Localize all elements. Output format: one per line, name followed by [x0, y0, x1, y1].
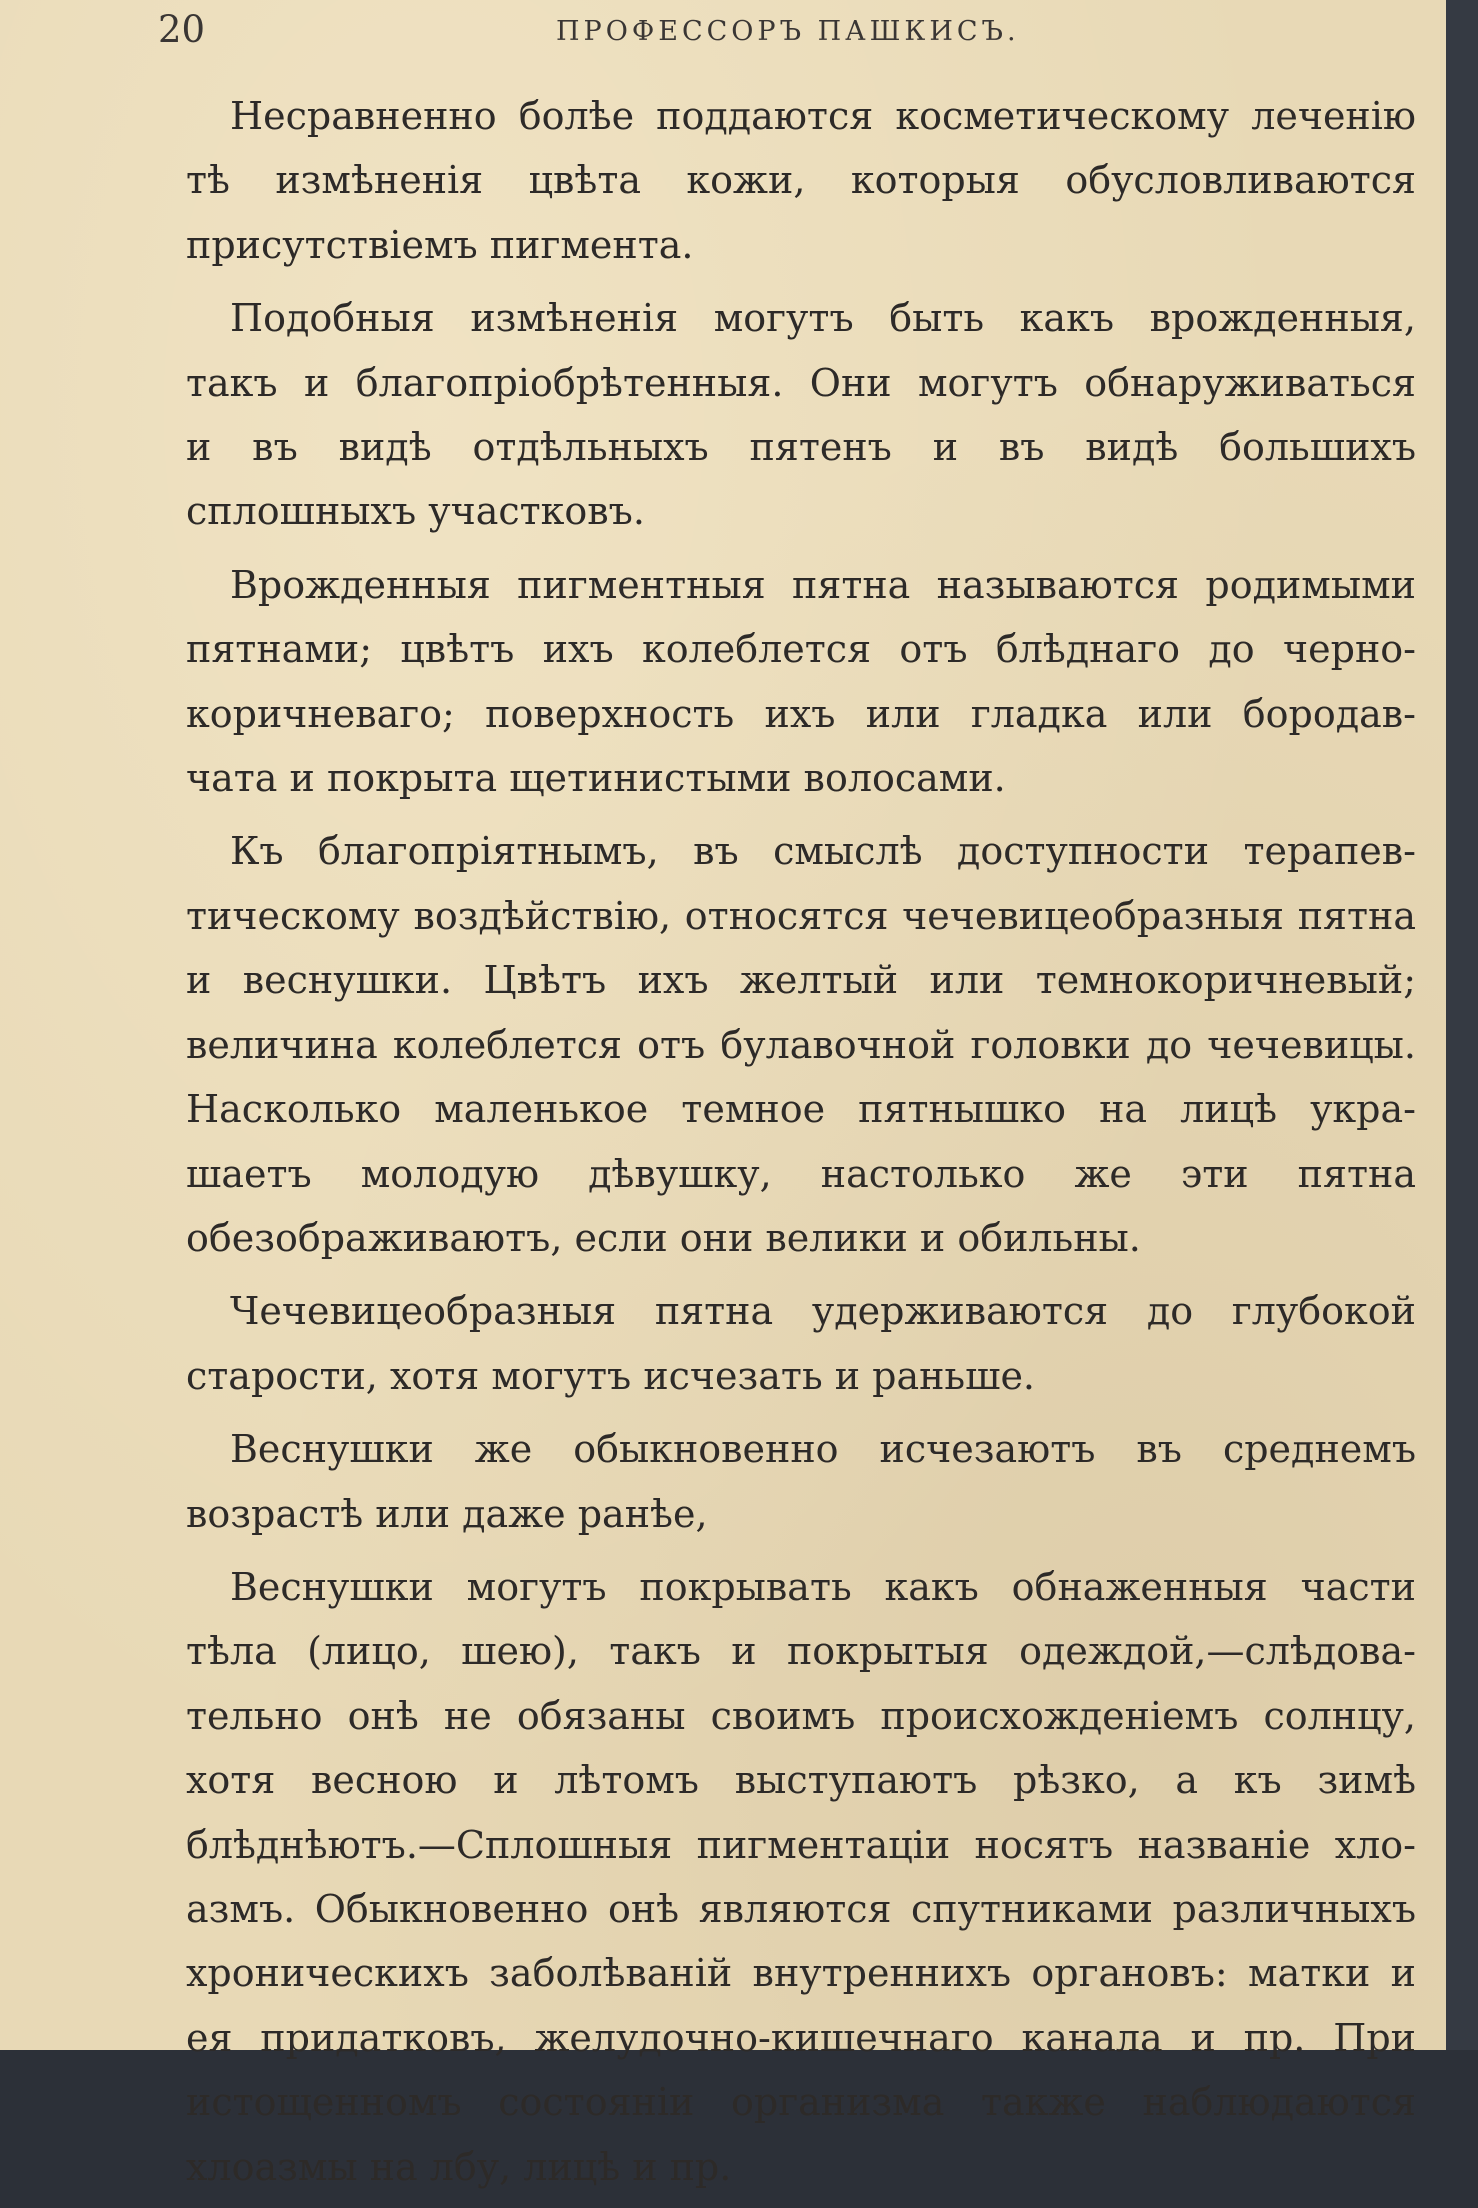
paragraph — [186, 553, 1416, 811]
scan-edge — [1446, 0, 1478, 2050]
text-line: хотя весною и лѣтомъ выступаютъ рѣзко, а къ зимѣ — [186, 1758, 1416, 1803]
text-line: Веснушки же обыкновенно исчезаютъ въ среднемъ — [230, 1427, 1416, 1472]
text-line: и въ видѣ отдѣльныхъ пятенъ и въ видѣ большихъ — [186, 425, 1416, 470]
paragraph — [186, 1417, 1416, 1546]
text-line: Къ благопріятнымъ, въ смыслѣ доступности терапев- — [230, 829, 1416, 874]
text-line: сплошныхъ участковъ. — [186, 489, 645, 534]
text-line: Врожденныя пигментныя пятна называются родимыми — [230, 562, 1416, 607]
text-line: ея придатковъ, желудочно-кишечнаго канала и пр. При — [186, 2015, 1416, 2060]
running-head — [0, 8, 1446, 58]
text-line: и веснушки. Цвѣтъ ихъ желтый или темнокоричневый; — [186, 958, 1416, 1003]
text-line: блѣднѣютъ.—Сплошныя пигментаціи носятъ названіе хло- — [186, 1822, 1416, 1867]
text-line: чата и покрыта щетинистыми волосами. — [186, 756, 1006, 801]
text-line: пятнами; цвѣтъ ихъ колеблется отъ блѣднаго до черно- — [186, 627, 1416, 672]
text-line: величина колеблется отъ булавочной головки до чечевицы. — [186, 1022, 1416, 1067]
body-text — [186, 84, 1416, 2208]
paragraph — [186, 1279, 1416, 1408]
paragraph — [186, 286, 1416, 544]
text-line: тѣ измѣненія цвѣта кожи, которыя обусловливаются — [186, 158, 1416, 203]
text-line: истощенномъ состояніи организма также наблюдаются — [186, 2080, 1416, 2125]
text-line: тическому воздѣйствію, относятся чечевицеобразныя пятна — [186, 893, 1416, 938]
text-line: тельно онѣ не обязаны своимъ происхожденіемъ солнцу, — [186, 1693, 1416, 1738]
text-line: хлоазмы на лбу, лицѣ и пр. — [186, 2144, 732, 2189]
text-line: Несравненно болѣе поддаются косметическому леченію — [230, 94, 1416, 138]
text-line: такъ и благопріобрѣтенныя. Они могутъ обнаруживаться — [186, 360, 1416, 405]
text-line: Чечевицеобразныя пятна удерживаются до глубокой — [230, 1289, 1416, 1334]
text-line: Веснушки могутъ покрывать какъ обнаженныя части — [230, 1564, 1416, 1609]
text-line: шаетъ молодую дѣвушку, настолько же эти пятна — [186, 1151, 1416, 1196]
text-line: Подобныя измѣненія могутъ быть какъ врожденныя, — [230, 296, 1416, 341]
page-number: 20 — [158, 8, 206, 51]
text-line: Насколько маленькое темное пятнышко на лицѣ укра- — [186, 1087, 1416, 1132]
text-line: обезображиваютъ, если они велики и обильны. — [186, 1215, 1141, 1260]
running-title: ПРОФЕССОРЪ ПАШКИСЪ. — [556, 16, 1020, 47]
paragraph — [186, 819, 1416, 1270]
text-line: возрастѣ или даже ранѣе, — [186, 1491, 708, 1536]
paragraph — [186, 1555, 1416, 2199]
paragraph — [186, 84, 1416, 277]
text-line: хроническихъ заболѣваній внутреннихъ органовъ: матки и — [186, 1951, 1416, 1996]
text-line: старости, хотя могутъ исчезать и раньше. — [186, 1353, 1036, 1398]
text-line: присутствіемъ пигмента. — [186, 222, 694, 267]
text-line: тѣла (лицо, шею), такъ и покрытыя одеждой,—слѣдова- — [186, 1629, 1416, 1674]
text-line: коричневаго; поверхность ихъ или гладка или бородав- — [186, 691, 1416, 736]
text-line: азмъ. Обыкновенно онѣ являются спутниками различныхъ — [186, 1886, 1416, 1931]
